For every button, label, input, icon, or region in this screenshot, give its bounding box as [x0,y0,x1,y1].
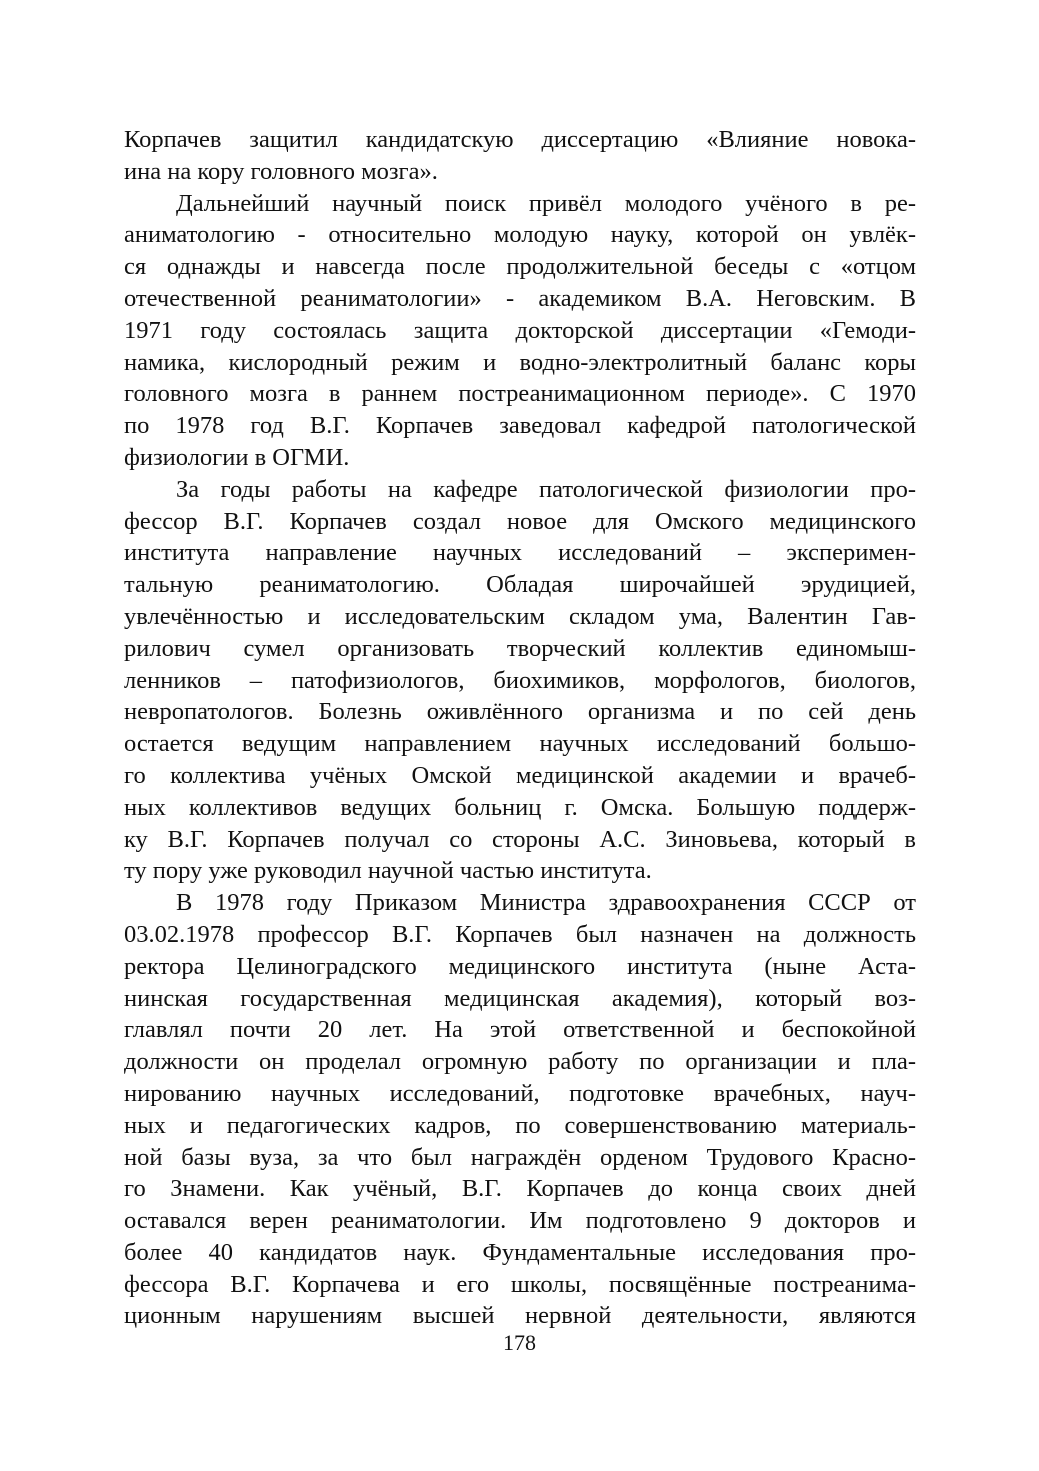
text-line: остается ведущим направлением научных исследований большо- [124,730,916,758]
text-line: ленников – патофизиологов, биохимиков, морфологов, биологов, [124,666,916,694]
text-line: В 1978 году Приказом Министра здравоохранения СССР от [176,889,916,917]
text-line: оставался верен реаниматологии. Им подготовлено 9 докторов и [124,1207,916,1235]
page-number: 178 [503,1330,536,1355]
paragraph [124,474,916,887]
text-line: увлечённостью и исследовательским складом ума, Валентин Гав- [124,602,916,630]
text-line: аниматологию - относительно молодую науку, которой он увлёк- [124,221,916,249]
text-line: 1971 году состоялась защита докторской диссертации «Гемоди- [124,316,916,344]
text-line: нинская государственная медицинская академия), который воз- [124,984,916,1012]
paragraph [124,124,916,188]
text-line: ректора Целиноградского медицинского института (ныне Аста- [124,952,916,980]
text-line: ных коллективов ведущих больниц г. Омска. Большую поддерж- [124,793,916,821]
text-line: отечественной реаниматологии» - академиком В.А. Неговским. В [124,284,916,312]
text-line: должности он проделал огромную работу по организации и пла- [124,1048,916,1076]
text-line: тальную реаниматологию. Обладая широчайшей эрудицией, [124,571,916,599]
paragraph [124,887,916,1332]
text-line: Дальнейший научный поиск привёл молодого учёного в ре- [176,189,916,217]
body-text [124,124,916,1332]
text-line: ина на кору головного мозга». [124,157,438,185]
text-line: более 40 кандидатов наук. Фундаментальные исследования про- [124,1238,916,1266]
text-line: нированию научных исследований, подготовке врачебных, науч- [124,1079,916,1107]
text-line: ту пору уже руководил научной частью института. [124,857,652,885]
text-line: фессора В.Г. Корпачева и его школы, посвящённые постреанима- [124,1270,916,1298]
text-line: ционным нарушениям высшей нервной деятельности, являются [124,1302,916,1330]
text-line: института направление научных исследований – эксперимен- [124,539,916,567]
text-line: невропатологов. Болезнь оживлённого организма и по сей день [124,698,916,726]
text-line: фессор В.Г. Корпачев создал новое для Омского медицинского [124,507,916,535]
text-line: ку В.Г. Корпачев получал со стороны А.С. Зиновьева, который в [124,825,916,853]
text-line: ных и педагогических кадров, по совершенствованию материаль- [124,1111,916,1139]
text-line: го Знамени. Как учёный, В.Г. Корпачев до конца своих дней [124,1175,916,1203]
text-line: 03.02.1978 профессор В.Г. Корпачев был назначен на должность [124,920,916,948]
text-line: по 1978 год В.Г. Корпачев заведовал кафедрой патологической [124,412,916,440]
text-line: головного мозга в раннем постреанимационном периоде». С 1970 [124,380,916,408]
text-line: ной базы вуза, за что был награждён орденом Трудового Красно- [124,1143,916,1171]
text-line: рилович сумел организовать творческий коллектив единомыш- [124,634,916,662]
text-line: го коллектива учёных Омской медицинской академии и врачеб- [124,761,916,789]
text-line: намика, кислородный режим и водно-электролитный баланс коры [124,348,916,376]
paragraph [124,188,916,474]
text-line: ся однажды и навсегда после продолжительной беседы с «отцом [124,253,916,281]
text-line: За годы работы на кафедре патологической физиологии про- [176,475,916,503]
text-line: Корпачев защитил кандидатскую диссертацию «Влияние новока- [124,126,916,153]
text-line: физиологии в ОГМИ. [124,443,350,471]
text-line: главлял почти 20 лет. На этой ответственной и беспокойной [124,1016,916,1044]
